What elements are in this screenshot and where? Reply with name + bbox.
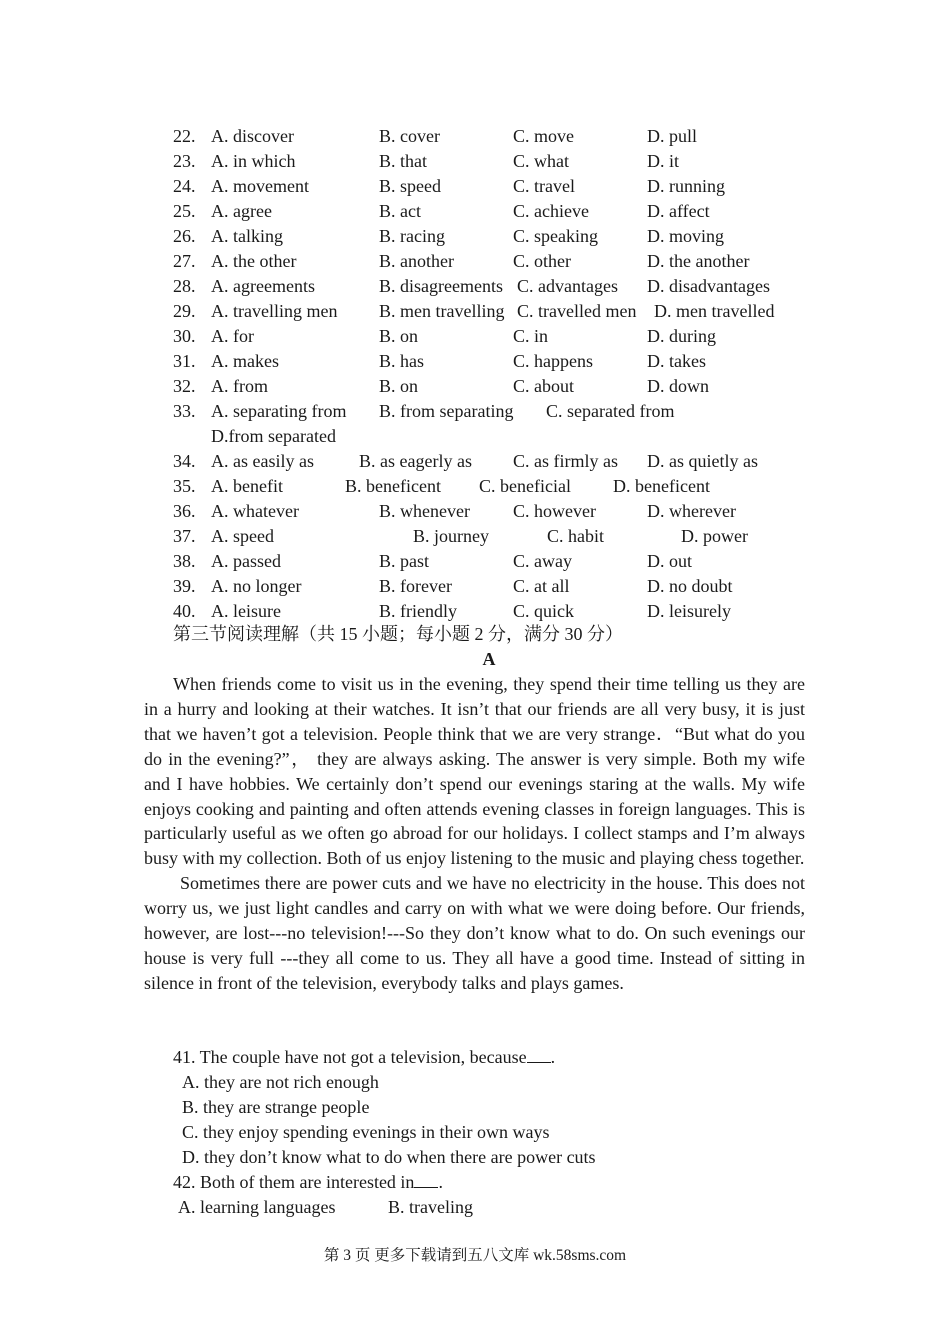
option-b: B. has bbox=[379, 351, 424, 371]
option-row-28 bbox=[0, 274, 950, 299]
question-number: 39. bbox=[173, 576, 196, 596]
option-a: A. movement bbox=[211, 176, 309, 196]
option-a: A. no longer bbox=[211, 576, 302, 596]
question-number: 36. bbox=[173, 501, 196, 521]
option-row-26 bbox=[0, 224, 950, 249]
option-c: C. other bbox=[513, 251, 571, 271]
option-row-34 bbox=[0, 449, 950, 474]
option-c: C. travelled men bbox=[517, 301, 637, 321]
option-d: D. no doubt bbox=[647, 576, 733, 596]
option-d: D. during bbox=[647, 326, 716, 346]
option-a: A. travelling men bbox=[211, 301, 338, 321]
question-number: 34. bbox=[173, 451, 196, 471]
option-c: C. move bbox=[513, 126, 574, 146]
question-41-option-c: C. they enjoy spending evenings in their own ways bbox=[182, 1122, 550, 1142]
option-b: B. disagreements bbox=[379, 276, 503, 296]
question-41-option-b: B. they are strange people bbox=[182, 1097, 370, 1117]
option-d: D. wherever bbox=[647, 501, 736, 521]
option-d: D. disadvantages bbox=[647, 276, 770, 296]
option-d: D. pull bbox=[647, 126, 698, 146]
option-b: B. as eagerly as bbox=[359, 451, 472, 471]
option-a: A. the other bbox=[211, 251, 297, 271]
question-number: 35. bbox=[173, 476, 196, 496]
option-b: B. that bbox=[379, 151, 427, 171]
question-text: 41. The couple have not got a television, because bbox=[173, 1047, 527, 1067]
option-a: A. benefit bbox=[211, 476, 283, 496]
option-a: A. agreements bbox=[211, 276, 315, 296]
option-d: D. it bbox=[647, 151, 680, 171]
option-c: C. beneficial bbox=[479, 476, 571, 496]
option-d: D.from separated bbox=[211, 426, 336, 446]
stem-end: . bbox=[438, 1172, 443, 1192]
option-c: C. happens bbox=[513, 351, 593, 371]
option-d: D. out bbox=[647, 551, 692, 571]
option-c: C. however bbox=[513, 501, 596, 521]
option-c: C. separated from bbox=[546, 401, 675, 421]
question-number: 37. bbox=[173, 526, 196, 546]
option-a: A. leisure bbox=[211, 601, 281, 621]
question-number: 22. bbox=[173, 126, 196, 146]
option-a: A. discover bbox=[211, 126, 294, 146]
option-b: B. past bbox=[379, 551, 430, 571]
option-d: D. power bbox=[681, 526, 748, 546]
option-a: A. separating from bbox=[211, 401, 347, 421]
question-number: 32. bbox=[173, 376, 196, 396]
option-d: D. men travelled bbox=[654, 301, 775, 321]
question-number: 29. bbox=[173, 301, 196, 321]
option-d: D. down bbox=[647, 376, 709, 396]
option-d: D. running bbox=[647, 176, 725, 196]
option-row-36 bbox=[0, 499, 950, 524]
question-number: 27. bbox=[173, 251, 196, 271]
option-row-33 bbox=[0, 399, 950, 424]
option-c: C. achieve bbox=[513, 201, 589, 221]
option-b: B. on bbox=[379, 326, 419, 346]
stem-end: . bbox=[550, 1047, 556, 1067]
option-a: A. speed bbox=[211, 526, 274, 546]
question-number: 30. bbox=[173, 326, 196, 346]
option-a: A. for bbox=[211, 326, 254, 346]
option-d: D. beneficent bbox=[613, 476, 710, 496]
option-row-22 bbox=[0, 124, 950, 149]
answer-blank bbox=[414, 1171, 438, 1188]
question-number: 25. bbox=[173, 201, 196, 221]
option-row-33-cont bbox=[0, 424, 950, 449]
option-c: C. travel bbox=[513, 176, 575, 196]
option-b: B. journey bbox=[413, 526, 489, 546]
option-d: D. takes bbox=[647, 351, 706, 371]
option-row-35 bbox=[0, 474, 950, 499]
option-b: B. men travelling bbox=[379, 301, 505, 321]
reading-passage bbox=[144, 672, 805, 996]
question-number: 28. bbox=[173, 276, 196, 296]
question-42-option-a: A. learning languages bbox=[178, 1197, 336, 1217]
question-42-option-b: B. traveling bbox=[388, 1197, 473, 1217]
option-b: B. on bbox=[379, 376, 419, 396]
question-number: 33. bbox=[173, 401, 196, 421]
option-b: B. another bbox=[379, 251, 454, 271]
question-number: 40. bbox=[173, 601, 196, 621]
question-number: 26. bbox=[173, 226, 196, 246]
option-b: B. forever bbox=[379, 576, 452, 596]
passage-label: A bbox=[482, 649, 496, 669]
option-c: C. what bbox=[513, 151, 569, 171]
option-row-29 bbox=[0, 299, 950, 324]
option-c: C. as firmly as bbox=[513, 451, 618, 471]
option-b: B. speed bbox=[379, 176, 441, 196]
passage-paragraph-1: When friends come to visit us in the evening, they spend their time telling us they are in a hurry and looking at their watches. It isn’t that our friends are all very busy, it is just that we haven’t got a television. People think that we are very strange．“But what do you do in the evening?”， they are always asking. The answer is very simple. Both my wife and I have hobbies. We certainly don’t spend our evenings staring at the walls. My wife enjoys cooking and painting and often attends evening classes in foreign languages. This is particularly useful as we often go abroad for our holidays. I collect stamps and I’m always busy with my collection. Both of us enjoy listening to the music and playing chess together. bbox=[144, 674, 805, 869]
option-row-39 bbox=[0, 574, 950, 599]
option-row-31 bbox=[0, 349, 950, 374]
option-c: C. in bbox=[513, 326, 549, 346]
question-42-stem bbox=[173, 1170, 443, 1195]
question-text: 42. Both of them are interested in bbox=[173, 1172, 415, 1192]
option-b: B. act bbox=[379, 201, 421, 221]
page-footer: 第 3 页 更多下载请到五八文库 wk.58sms.com bbox=[323, 1247, 627, 1264]
option-b: B. cover bbox=[379, 126, 440, 146]
option-row-27 bbox=[0, 249, 950, 274]
option-row-24 bbox=[0, 174, 950, 199]
option-b: B. from separating bbox=[379, 401, 514, 421]
option-c: C. habit bbox=[547, 526, 604, 546]
option-d: D. the another bbox=[647, 251, 750, 271]
option-a: A. agree bbox=[211, 201, 272, 221]
option-a: A. whatever bbox=[211, 501, 299, 521]
option-b: B. beneficent bbox=[345, 476, 441, 496]
option-c: C. at all bbox=[513, 576, 570, 596]
question-number: 31. bbox=[173, 351, 196, 371]
option-row-40 bbox=[0, 599, 950, 624]
question-41-option-d: D. they don’t know what to do when there are power cuts bbox=[182, 1147, 596, 1167]
option-c: C. advantages bbox=[517, 276, 618, 296]
answer-blank bbox=[527, 1046, 551, 1063]
option-c: C. speaking bbox=[513, 226, 598, 246]
option-row-30 bbox=[0, 324, 950, 349]
question-number: 24. bbox=[173, 176, 196, 196]
option-a: A. makes bbox=[211, 351, 279, 371]
question-41-stem bbox=[173, 1045, 555, 1070]
option-row-23 bbox=[0, 149, 950, 174]
question-number: 23. bbox=[173, 151, 196, 171]
option-a: A. talking bbox=[211, 226, 283, 246]
option-a: A. as easily as bbox=[211, 451, 314, 471]
section-title: 第三节阅读理解（共 15 小题；每小题 2 分，满分 30 分） bbox=[173, 624, 623, 644]
option-b: B. whenever bbox=[379, 501, 470, 521]
option-b: B. friendly bbox=[379, 601, 457, 621]
option-d: D. leisurely bbox=[647, 601, 731, 621]
option-row-25 bbox=[0, 199, 950, 224]
option-c: C. about bbox=[513, 376, 574, 396]
option-c: C. quick bbox=[513, 601, 574, 621]
option-b: B. racing bbox=[379, 226, 445, 246]
question-number: 38. bbox=[173, 551, 196, 571]
option-d: D. moving bbox=[647, 226, 725, 246]
option-d: D. affect bbox=[647, 201, 710, 221]
option-row-38 bbox=[0, 549, 950, 574]
option-row-37 bbox=[0, 524, 950, 549]
passage-paragraph-2: Sometimes there are power cuts and we have no electricity in the house. This does not worry us, we just light candles and carry on with what we were doing before. Our friends, however, are lost---no television!---So they don’t know what to do. On such evenings our house is very full ---they all come to us. They all have a good time. Instead of sitting in silence in front of the television, everybody talks and plays games. bbox=[144, 873, 805, 993]
option-c: C. away bbox=[513, 551, 572, 571]
option-row-32 bbox=[0, 374, 950, 399]
option-a: A. passed bbox=[211, 551, 281, 571]
option-a: A. from bbox=[211, 376, 268, 396]
option-a: A. in which bbox=[211, 151, 296, 171]
option-d: D. as quietly as bbox=[647, 451, 758, 471]
question-41-option-a: A. they are not rich enough bbox=[182, 1072, 379, 1092]
